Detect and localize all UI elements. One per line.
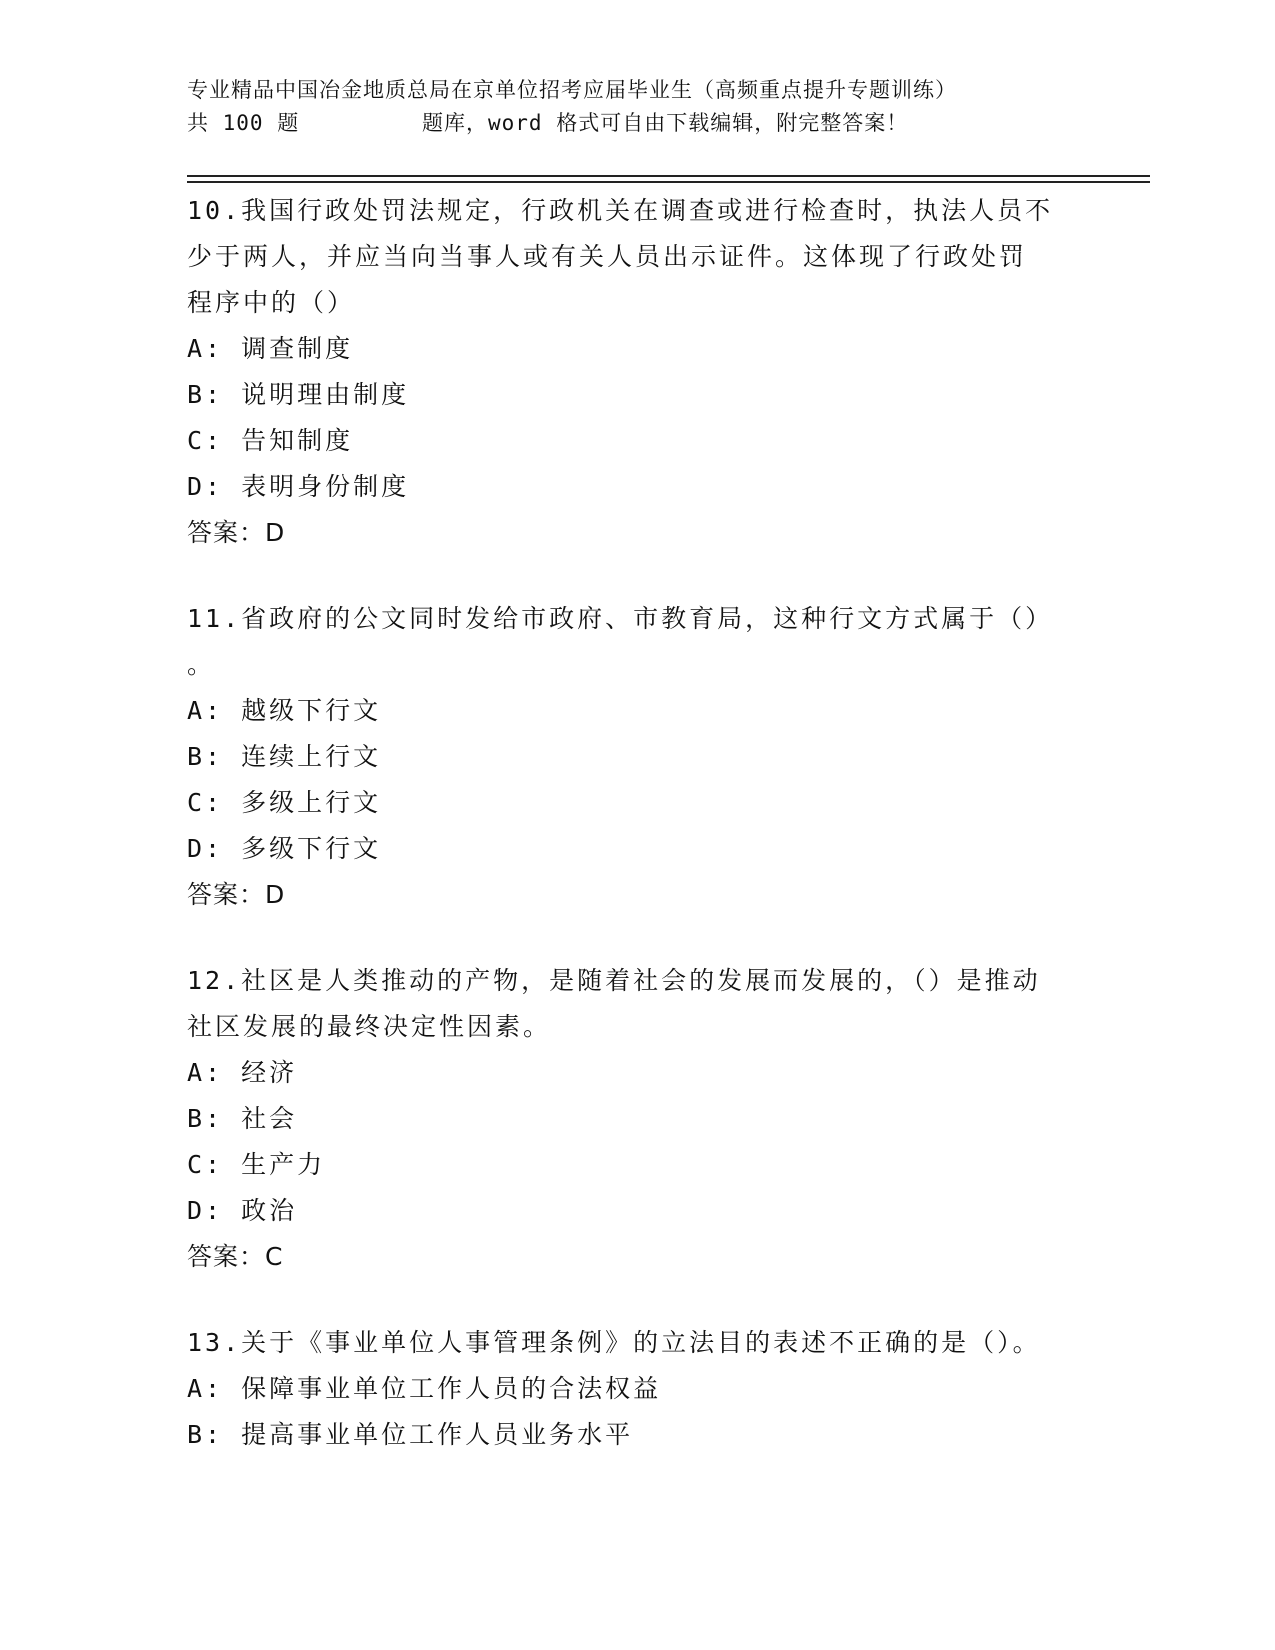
option-b: B: 社会: [187, 1104, 298, 1133]
option-d: D: 表明身份制度: [187, 472, 410, 501]
option-b: B: 提高事业单位工作人员业务水平: [187, 1420, 634, 1449]
answer-label: 答案：C: [187, 1242, 284, 1271]
option-c: C: 生产力: [187, 1150, 326, 1179]
option-c: C: 多级上行文: [187, 788, 382, 817]
question-stem-line: 11.省政府的公文同时发给市政府、市教育局，这种行文方式属于（）: [187, 604, 1054, 633]
question-stem-line: 少于两人，并应当向当事人或有关人员出示证件。这体现了行政处罚: [187, 242, 1028, 271]
option-b: B: 连续上行文: [187, 742, 382, 771]
option-d: D: 政治: [187, 1196, 298, 1225]
answer-label: 答案：D: [187, 880, 286, 909]
question-12: [187, 958, 1087, 1280]
option-d: D: 多级下行文: [187, 834, 382, 863]
question-stem-line: 12.社区是人类推动的产物，是随着社会的发展而发展的，（）是推动: [187, 966, 1041, 995]
option-a: A: 经济: [187, 1058, 298, 1087]
question-stem-line: 10.我国行政处罚法规定，行政机关在调查或进行检查时，执法人员不: [187, 196, 1054, 225]
question-13: [187, 1320, 1087, 1458]
question-stem-line: 社区发展的最终决定性因素。: [187, 1012, 552, 1041]
option-a: A: 保障事业单位工作人员的合法权益: [187, 1374, 662, 1403]
question-stem-line: 13.关于《事业单位人事管理条例》的立法目的表述不正确的是（）。: [187, 1328, 1041, 1357]
question-list: [187, 188, 1087, 1498]
option-c: C: 告知制度: [187, 426, 354, 455]
option-a: A: 越级下行文: [187, 696, 382, 725]
question-11: [187, 596, 1087, 918]
header-title: 专业精品中国冶金地质总局在京单位招考应届毕业生（高频重点提升专题训练）: [187, 78, 957, 102]
question-10: [187, 188, 1087, 556]
header-divider-bottom: [187, 181, 1150, 183]
option-a: A: 调查制度: [187, 334, 354, 363]
answer-label: 答案：D: [187, 518, 286, 547]
option-b: B: 说明理由制度: [187, 380, 410, 409]
question-stem-line: 程序中的（）: [187, 288, 356, 317]
header-subtitle: 共 100 题 题库，word 格式可自由下载编辑，附完整答案！: [187, 111, 909, 135]
document-header: [187, 74, 1107, 140]
header-divider-top: [187, 175, 1150, 177]
question-stem-line: 。: [187, 650, 216, 679]
